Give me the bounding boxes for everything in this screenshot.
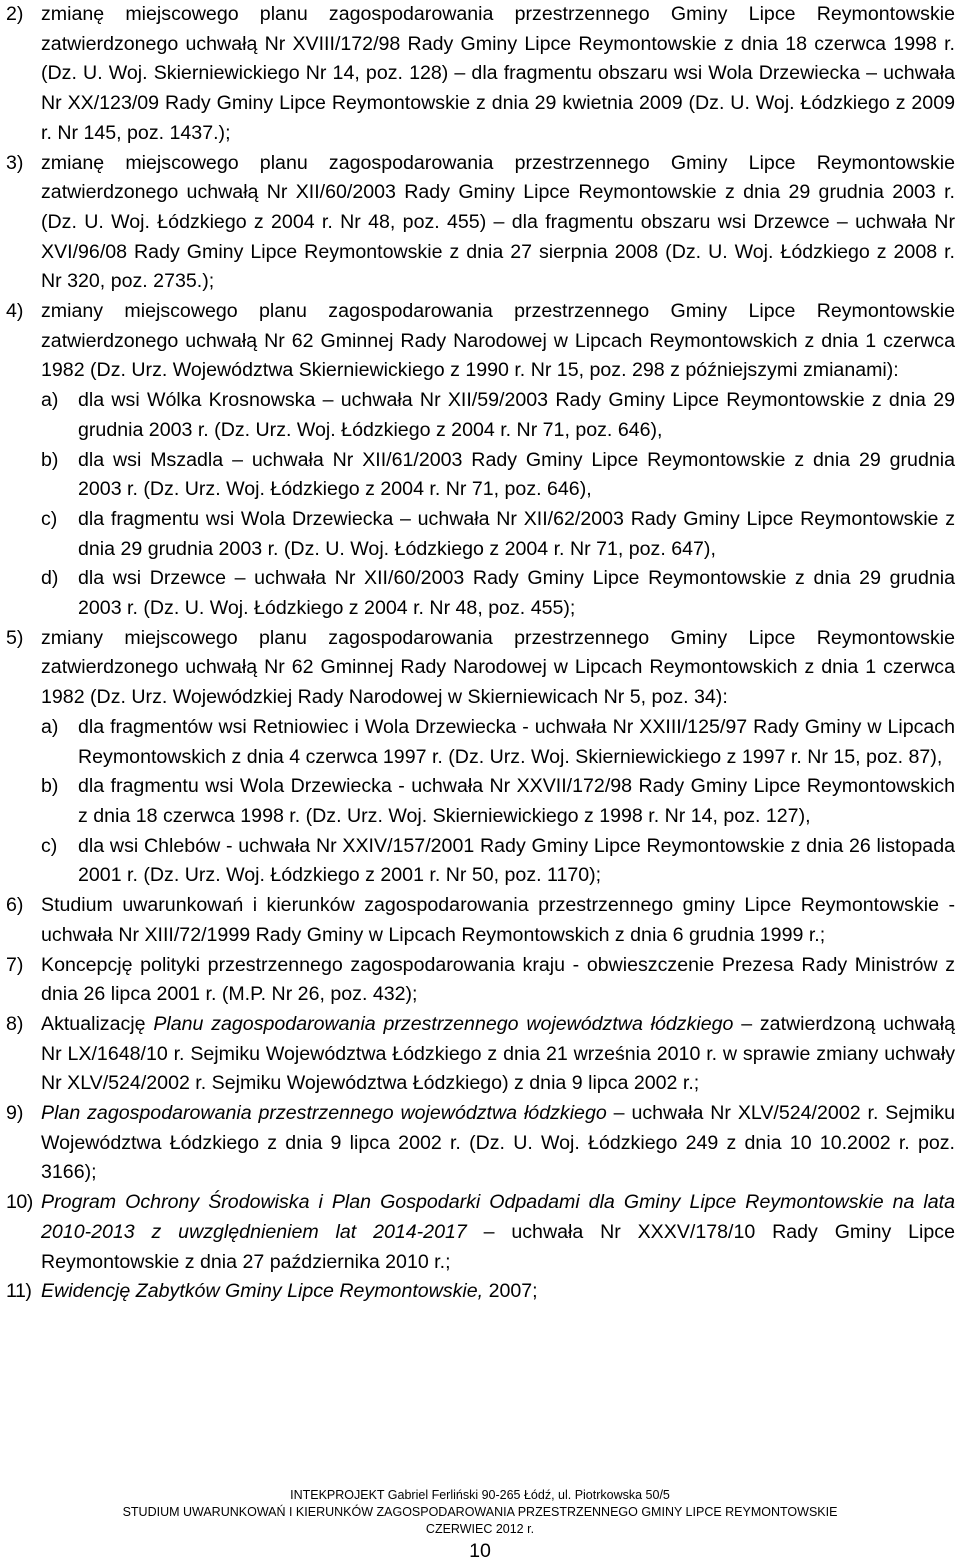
sublist-letter: b): [41, 448, 59, 471]
sublist-text: dla fragmentów wsi Retniowiec i Wola Drzewiecka - uchwała Nr XXIII/125/97 Rady Gminy w Lipcach Reymontowskich z dnia 4 czerwca 1997 r. (Dz. Urz. Woj. Skierniewickiego z 1997 r. Nr 15, poz. 87),: [78, 715, 955, 768]
list-number: 10): [6, 1191, 33, 1214]
list-item-8: [6, 1010, 955, 1099]
sublist-letter: d): [41, 567, 59, 590]
text-plain: – uchwała Nr XXXV/178/10 Rady Gminy Lipce Reymontowskie z dnia 27 października 2010 r.;: [41, 1220, 955, 1273]
sublist-item-b: [41, 772, 955, 831]
document-title-italic: Ewidencję Zabytków Gminy Lipce Reymontowskie,: [41, 1280, 484, 1303]
list-text: zmianę miejscowego planu zagospodarowania przestrzennego Gminy Lipce Reymontowskie zatwierdzonego uchwałą Nr XII/60/2003 Rady Gminy Lipce Reymontowskie z dnia 29 grudnia 2003 r. (Dz. U. Woj. Łódzkiego z 2004 r. Nr 48, poz. 455) – dla fragmentu obszaru wsi Drzewce – uchwała Nr XVI/96/08 Rady Gminy Lipce Reymontowskie z dnia 27 sierpnia 2008 (Dz. U. Woj. Łódzkiego z 2008 r. Nr 320, poz. 2735.);: [41, 151, 955, 293]
list-item-4: [6, 297, 955, 624]
list-item-6: [6, 891, 955, 950]
page-number: 10: [469, 1540, 491, 1562]
list-item-9: [6, 1099, 955, 1188]
list-body: [41, 297, 955, 624]
sublist-item-b: [41, 446, 955, 505]
sublist-item-a: [41, 386, 955, 445]
text-plain: 2007;: [483, 1280, 538, 1303]
sublist-item-c: [41, 832, 955, 891]
sublist-text: dla wsi Mszadla – uchwała Nr XII/61/2003 Rady Gminy Lipce Reymontowskie z dnia 29 grudnia 2003 r. (Dz. Urz. Woj. Łódzkiego z 2004 r. Nr 71, poz. 646),: [78, 448, 955, 501]
sublist-letter: c): [41, 834, 58, 857]
footer-company: INTEKPROJEKT Gabriel Ferliński 90-265 Łódź, ul. Piotrkowska 50/5: [290, 1488, 670, 1502]
list-number: 7): [6, 953, 24, 976]
list-number: 4): [6, 300, 24, 323]
list-item-10: [6, 1188, 955, 1277]
sublist-item-a: [41, 713, 955, 772]
sublist-letter: a): [41, 715, 59, 738]
sublist-text: dla wsi Drzewce – uchwała Nr XII/60/2003 Rady Gminy Lipce Reymontowskie z dnia 29 grudnia 2003 r. (Dz. U. Woj. Łódzkiego z 2004 r. Nr 48, poz. 455);: [78, 567, 955, 620]
list-number: 2): [6, 3, 24, 25]
list-text: zmiany miejscowego planu zagospodarowania przestrzennego Gminy Lipce Reymontowskie zatwierdzonego uchwałą Nr 62 Gminnej Rady Narodowej w Lipcach Reymontowskich z dnia 1 czerwca 1982 (Dz. Urz. Województwa Skierniewickiego z 1990 r. Nr 15, poz. 298 z późniejszymi zmianami):: [41, 300, 955, 382]
list-item-3: [6, 149, 955, 298]
list-text: Studium uwarunkowań i kierunków zagospodarowania przestrzennego gminy Lipce Reymontowskie - uchwała Nr XIII/72/1999 Rady Gminy w Lipcach Reymontowskich z dnia 6 grudnia 1999 r.;: [41, 894, 955, 946]
list-text: zmianę miejscowego planu zagospodarowania przestrzennego Gminy Lipce Reymontowskie zatwierdzonego uchwałą Nr XVIII/172/98 Rady Gminy Lipce Reymontowskie z dnia 18 czerwca 1998 r. (Dz. U. Woj. Skierniewickiego Nr 14, poz. 128) – dla fragmentu obszaru wsi Wola Drzewiecka – uchwała Nr XX/123/09 Rady Gminy Lipce Reymontowskie z dnia 29 kwietnia 2009 (Dz. U. Woj. Łódzkiego z 2009 r. Nr 145, poz. 1437.);: [41, 3, 955, 144]
text-plain: – zatwierdzoną uchwałą Nr LX/1648/10 r. Sejmiku Województwa Łódzkiego z dnia 21 września 2010 r. w sprawie zmiany uchwały Nr XLV/524/2002 r. Sejmiku Województwa Łódzkiego) z dnia 9 lipca 2002 r.;: [41, 1012, 955, 1095]
list-item-7: [6, 951, 955, 1010]
sublist-text: dla wsi Chlebów - uchwała Nr XXIV/157/2001 Rady Gminy Lipce Reymontowskie z dnia 26 listopada 2001 r. (Dz. Urz. Woj. Łódzkiego z 2001 r. Nr 50, poz. 1170);: [78, 834, 955, 887]
document-title-italic: Plan zagospodarowania przestrzennego województwa łódzkiego: [41, 1102, 607, 1125]
footer-document-title: STUDIUM UWARUNKOWAŃ I KIERUNKÓW ZAGOSPODAROWANIA PRZESTRZENNEGO GMINY LIPCE REYMONTOWSKIE: [122, 1505, 838, 1519]
footer-date: CZERWIEC 2012 r.: [425, 1522, 535, 1536]
list-item-11: [6, 1277, 955, 1307]
list-number: 9): [6, 1102, 24, 1125]
list-item-2: [6, 0, 955, 149]
sublist-letter: a): [41, 389, 59, 412]
text-plain: Aktualizację: [41, 1012, 154, 1035]
list-text: zmiany miejscowego planu zagospodarowania przestrzennego Gminy Lipce Reymontowskie zatwierdzonego uchwałą Nr 62 Gminnej Rady Narodowej w Lipcach Reymontowskich z dnia 1 czerwca 1982 (Dz. Urz. Wojewódzkiej Rady Narodowej w Skierniewicach Nr 5, poz. 34):: [41, 626, 955, 709]
sublist-text: dla fragmentu wsi Wola Drzewiecka - uchwała Nr XXVII/172/98 Rady Gminy Lipce Reymontowskich z dnia 18 czerwca 1998 r. (Dz. Urz. Woj. Skierniewickiego z 1998 r. Nr 14, poz. 127),: [78, 775, 955, 827]
list-text: [41, 1099, 955, 1188]
list-number: 11): [6, 1280, 32, 1303]
list-number: 3): [6, 151, 24, 174]
document-title-italic: Planu zagospodarowania przestrzennego województwa łódzkiego: [153, 1012, 734, 1035]
sublist-letter: b): [41, 775, 59, 798]
list-text: Koncepcję polityki przestrzennego zagospodarowania kraju - obwieszczenie Prezesa Rady Ministrów z dnia 26 lipca 2001 r. (M.P. Nr 26, poz. 432);: [41, 953, 955, 1006]
sublist-text: dla fragmentu wsi Wola Drzewiecka – uchwała Nr XII/62/2003 Rady Gminy Lipce Reymontowskie z dnia 29 grudnia 2003 r. (Dz. U. Woj. Łódzkiego z 2004 r. Nr 71, poz. 647),: [78, 507, 955, 560]
list-text: [41, 1010, 955, 1099]
document-title-italic: Program Ochrony Środowiska i Plan Gospodarki Odpadami dla Gminy Lipce Reymontowskie na lata 2010-2013 z uwzględnieniem lat 2014-2017: [41, 1191, 955, 1243]
text-plain: – uchwała Nr XLV/524/2002 r. Sejmiku Województwa Łódzkiego z dnia 9 lipca 2002 r. (Dz. U. Woj. Łódzkiego 249 z dnia 10 10.2002 r. poz. 3166);: [41, 1102, 955, 1184]
sublist-text: dla wsi Wólka Krosnowska – uchwała Nr XII/59/2003 Rady Gminy Lipce Reymontowskie z dnia 29 grudnia 2003 r. (Dz. Urz. Woj. Łódzkiego z 2004 r. Nr 71, poz. 646),: [78, 389, 955, 441]
list-number: 5): [6, 626, 24, 649]
sublist-item-c: [41, 505, 955, 564]
list-number: 6): [6, 894, 24, 917]
list-number: 8): [6, 1012, 24, 1035]
list-item-5: [6, 624, 955, 891]
sublist-letter: c): [41, 507, 58, 530]
document-body: [6, 0, 955, 1307]
list-body: [41, 624, 955, 891]
list-text: [41, 1188, 955, 1277]
sublist-item-d: [41, 564, 955, 623]
list-text: [41, 1277, 955, 1307]
